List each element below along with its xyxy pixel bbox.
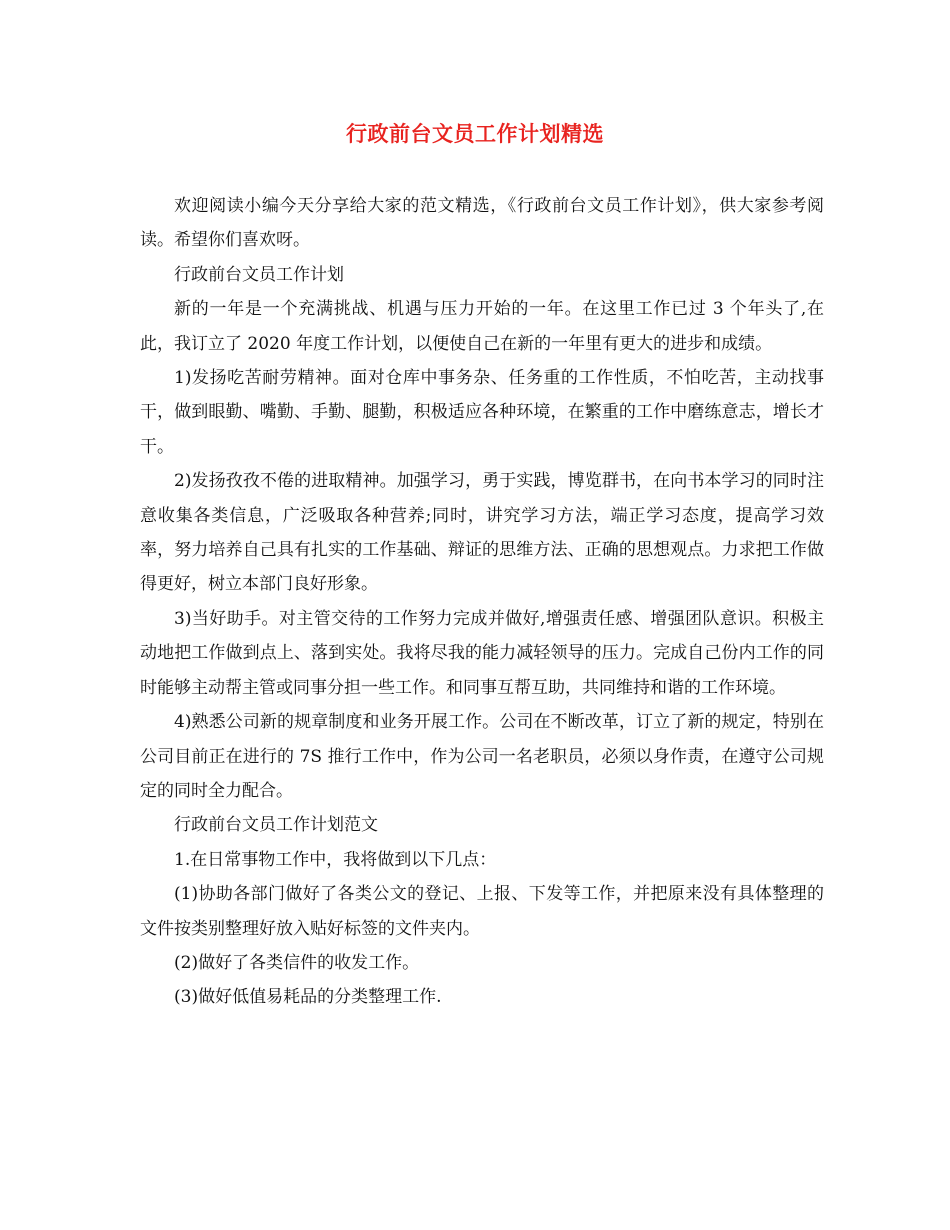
document-body (140, 189, 824, 1015)
list-item: (2)做好了各类信件的收发工作。 (174, 952, 420, 973)
list-item: 2)发扬孜孜不倦的进取精神。加强学习，勇于实践，博览群书，在向书本学习的同时注意收集各类信息，广泛吸取各种营养;同时，讲究学习方法，端正学习态度，提高学习效率，努力培养自己具有扎实的工作基础、辩证的思维方法、正确的思想观点。力求把工作做得更好，树立本部门良好形象。 (140, 471, 824, 595)
list-item: 3)当好助手。对主管交待的工作努力完成并做好,增强责任感、增强团队意识。积极主动地把工作做到点上、落到实处。我将尽我的能力减轻领导的压力。完成自己份内工作的同时能够主动帮主管或同事分担一些工作。和同事互帮互助，共同维持和谐的工作环境。 (140, 608, 824, 698)
list-item: (1)协助各部门做好了各类公文的登记、上报、下发等工作，并把原来没有具体整理的文件按类别整理好放入贴好标签的文件夹内。 (140, 884, 824, 939)
section-heading: 行政前台文员工作计划范文 (174, 815, 378, 836)
intro-paragraph: 欢迎阅读小编今天分享给大家的范文精选，《行政前台文员工作计划》，供大家参考阅读。希望你们喜欢呀。 (140, 196, 824, 251)
list-item: (3)做好低值易耗品的分类整理工作. (174, 987, 442, 1008)
paragraph: 1.在日常事物工作中，我将做到以下几点： (174, 849, 497, 870)
document-title: 行政前台文员工作计划精选 (346, 121, 604, 146)
section-heading: 行政前台文员工作计划 (174, 264, 344, 285)
list-item: 1)发扬吃苦耐劳精神。面对仓库中事务杂、任务重的工作性质，不怕吃苦，主动找事干，做到眼勤、嘴勤、手勤、腿勤，积极适应各种环境，在繁重的工作中磨练意志，增长才干。 (140, 368, 824, 457)
list-item: 4)熟悉公司新的规章制度和业务开展工作。公司在不断改革，订立了新的规定，特别在公司目前正在进行的 7S 推行工作中，作为公司一名老职员，必须以身作责，在遵守公司规定的同时全力配合。 (140, 712, 824, 801)
paragraph: 新的一年是一个充满挑战、机遇与压力开始的一年。在这里工作已过 3 个年头了,在此，我订立了 2020 年度工作计划，以便使自己在新的一年里有更大的进步和成绩。 (140, 299, 824, 354)
